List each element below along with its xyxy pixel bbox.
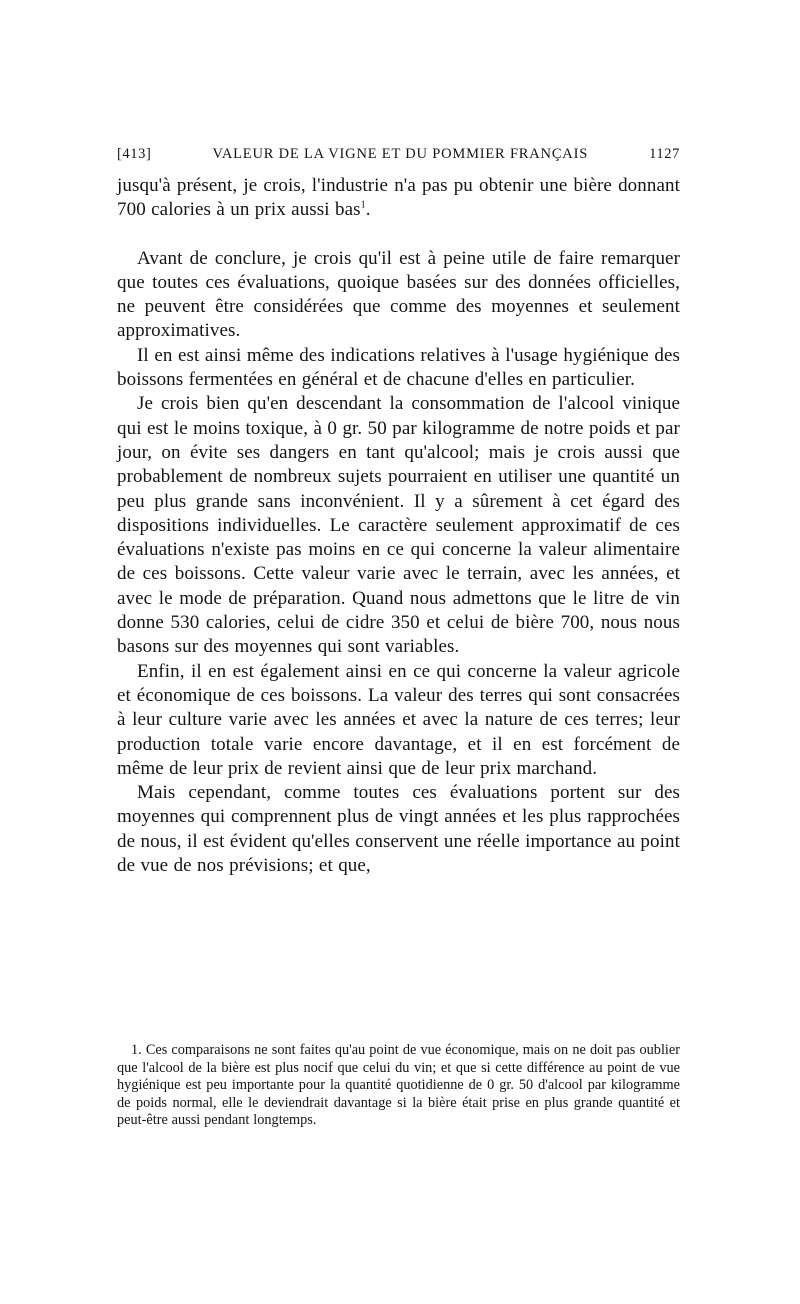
- paragraph: Il en est ainsi même des indications relatives à l'usage hygiénique des boissons fermentées en général et de chacune d'elles en particulier.: [117, 344, 680, 391]
- running-title: VALEUR DE LA VIGNE ET DU POMMIER FRANÇAIS: [212, 146, 589, 162]
- paragraph-text: jusqu'à présent, je crois, l'industrie n'a pas pu obtenir une bière donnant 700 calories à un prix aussi bas: [117, 175, 680, 221]
- footnote-marker: 1: [360, 199, 366, 211]
- paragraph: Mais cependant, comme toutes ces évaluations portent sur des moyennes qui comprennent plus de vingt années et les plus rapprochées de nous, il est évident qu'elles conservent une réelle importance au point de vue de nos prévisions; et que,: [117, 782, 680, 877]
- body-text: [117, 174, 680, 878]
- paragraph: jusqu'à présent, je crois, l'industrie n'a pas pu obtenir une bière donnant 700 calories à un prix aussi bas$^1$.: [117, 175, 680, 221]
- footnote: 1. Ces comparaisons ne sont faites qu'au point de vue économique, mais on ne doit pas oublier que l'alcool de la bière est plus nocif que celui du vin; et que si cette différence au point de vue hygiénique est peu importante pour la quantité quotidienne de 0 gr. 50 d'alcool par kilogramme de poids normal, elle le deviendrait davantage si la bière était prise en plus grande quantité et peut-être aussi pendant longtemps.: [117, 1042, 680, 1129]
- paragraph: Je crois bien qu'en descendant la consommation de l'alcool vinique qui est le moins toxique, à 0 gr. 50 par kilogramme de notre poids et par jour, on évite ses dangers en tant qu'alcool; mais je crois aussi que probablement de nombreux sujets pourraient en utiliser une quantité un peu plus grande sans inconvénient. Il y a sûrement à cet égard des dispositions individuelles. Le caractère seulement approximatif de ces évaluations n'existe pas moins en ce qui concerne la valeur alimentaire de ces boissons. Cette valeur varie avec le terrain, avec les années, et avec le mode de préparation. Quand nous admettons que le litre de vin donne 530 calories, celui de cidre 350 et celui de bière 700, nous nous basons sur des moyennes qui sont variables.: [117, 393, 680, 658]
- page: [117, 146, 680, 878]
- footnotes: [117, 1042, 680, 1130]
- paragraph: Avant de conclure, je crois qu'il est à peine utile de faire remarquer que toutes ces évaluations, quoique basées sur des données officielles, ne peuvent être considérées que comme des moyennes et seulement approximatives.: [117, 247, 680, 342]
- page-number: 1127: [649, 146, 680, 162]
- running-head: [117, 146, 680, 168]
- paragraph: Enfin, il en est également ainsi en ce qui concerne la valeur agricole et économique de ces boissons. La valeur des terres qui sont consacrées à leur culture varie avec les années et avec la nature de ces terres; leur production totale varie encore davantage, et il en est forcément de même de leur prix de revient ainsi que de leur prix marchand.: [117, 660, 680, 779]
- page-reference: [413]: [117, 146, 152, 162]
